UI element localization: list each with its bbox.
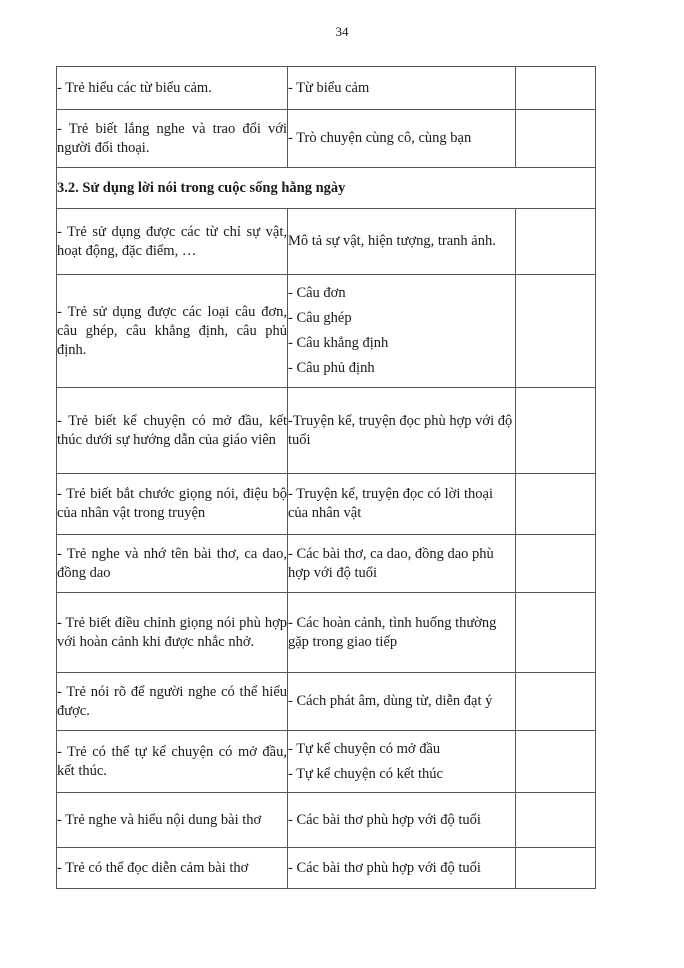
- page-number: 34: [335, 24, 349, 39]
- empty-cell: [516, 388, 596, 474]
- empty-cell: [516, 110, 596, 168]
- content-cell: - Cách phát âm, dùng từ, diễn đạt ý: [288, 673, 516, 731]
- table-row: [57, 67, 596, 110]
- content-cell: - Từ biểu cảm: [288, 67, 516, 110]
- table-row: [57, 593, 596, 673]
- goal-cell: - Trẻ biết lắng nghe và trao đổi với người đối thoại.: [57, 110, 288, 168]
- content-list: [288, 737, 515, 787]
- empty-cell: [516, 275, 596, 388]
- content-cell: Mô tả sự vật, hiện tượng, tranh ảnh.: [288, 209, 516, 275]
- goal-cell: - Trẻ sử dụng được các từ chỉ sự vật, hoạt động, đặc điểm, …: [57, 209, 288, 275]
- content-cell: [288, 731, 516, 793]
- curriculum-table: [56, 66, 596, 889]
- empty-cell: [516, 535, 596, 593]
- goal-cell: - Trẻ hiểu các từ biểu cảm.: [57, 67, 288, 110]
- content-cell: - Các bài thơ, ca dao, đồng dao phù hợp với độ tuổi: [288, 535, 516, 593]
- empty-cell: [516, 593, 596, 673]
- table-row: [57, 275, 596, 388]
- empty-cell: [516, 793, 596, 848]
- list-item: - Câu khẳng định: [288, 335, 389, 351]
- content-cell: - Trò chuyện cùng cô, cùng bạn: [288, 110, 516, 168]
- goal-cell: - Trẻ nghe và nhớ tên bài thơ, ca dao, đồng dao: [57, 535, 288, 593]
- table-row: [57, 731, 596, 793]
- section-row: [57, 168, 596, 209]
- list-item: - Tự kể chuyện có mở đầu: [288, 740, 441, 757]
- table-row: [57, 793, 596, 848]
- empty-cell: [516, 848, 596, 889]
- list-item: - Câu đơn: [288, 285, 346, 301]
- table-row: [57, 848, 596, 889]
- table-row: [57, 474, 596, 535]
- section-heading: 3.2. Sử dụng lời nói trong cuộc sống hằng ngày: [57, 168, 596, 209]
- content-list: [288, 281, 515, 381]
- table-row: [57, 209, 596, 275]
- table-row: [57, 535, 596, 593]
- goal-cell: - Trẻ nghe và hiểu nội dung bài thơ: [57, 793, 288, 848]
- content-cell: - Các bài thơ phù hợp với độ tuổi: [288, 848, 516, 889]
- goal-cell: - Trẻ có thể tự kể chuyện có mở đầu, kết thúc.: [57, 731, 288, 793]
- empty-cell: [516, 673, 596, 731]
- empty-cell: [516, 731, 596, 793]
- goal-cell: - Trẻ nói rõ để người nghe có thể hiểu được.: [57, 673, 288, 731]
- content-cell: - Các hoàn cảnh, tình huống thường gặp trong giao tiếp: [288, 593, 516, 673]
- empty-cell: [516, 209, 596, 275]
- table-row: [57, 673, 596, 731]
- content-cell: -Truyện kể, truyện đọc phù hợp với độ tuổi: [288, 388, 516, 474]
- table-row: [57, 110, 596, 168]
- empty-cell: [516, 67, 596, 110]
- goal-cell: - Trẻ sử dụng được các loại câu đơn, câu ghép, câu khẳng định, câu phủ định.: [57, 275, 288, 388]
- content-cell: [288, 275, 516, 388]
- table-row: [57, 388, 596, 474]
- goal-cell: - Trẻ biết kể chuyện có mở đầu, kết thúc dưới sự hướng dẫn của giáo viên: [57, 388, 288, 474]
- list-item: - Câu ghép: [288, 310, 352, 326]
- list-item: - Câu phủ định: [288, 360, 375, 376]
- list-item: - Tự kể chuyện có kết thúc: [288, 765, 443, 782]
- goal-cell: - Trẻ có thể đọc diễn cảm bài thơ: [57, 848, 288, 889]
- goal-cell: - Trẻ biết bắt chước giọng nói, điệu bộ của nhân vật trong truyện: [57, 474, 288, 535]
- empty-cell: [516, 474, 596, 535]
- content-cell: - Truyện kể, truyện đọc có lời thoại của nhân vật: [288, 474, 516, 535]
- goal-cell: - Trẻ biết điều chỉnh giọng nói phù hợp với hoàn cảnh khi được nhắc nhở.: [57, 593, 288, 673]
- content-cell: - Các bài thơ phù hợp với độ tuổi: [288, 793, 516, 848]
